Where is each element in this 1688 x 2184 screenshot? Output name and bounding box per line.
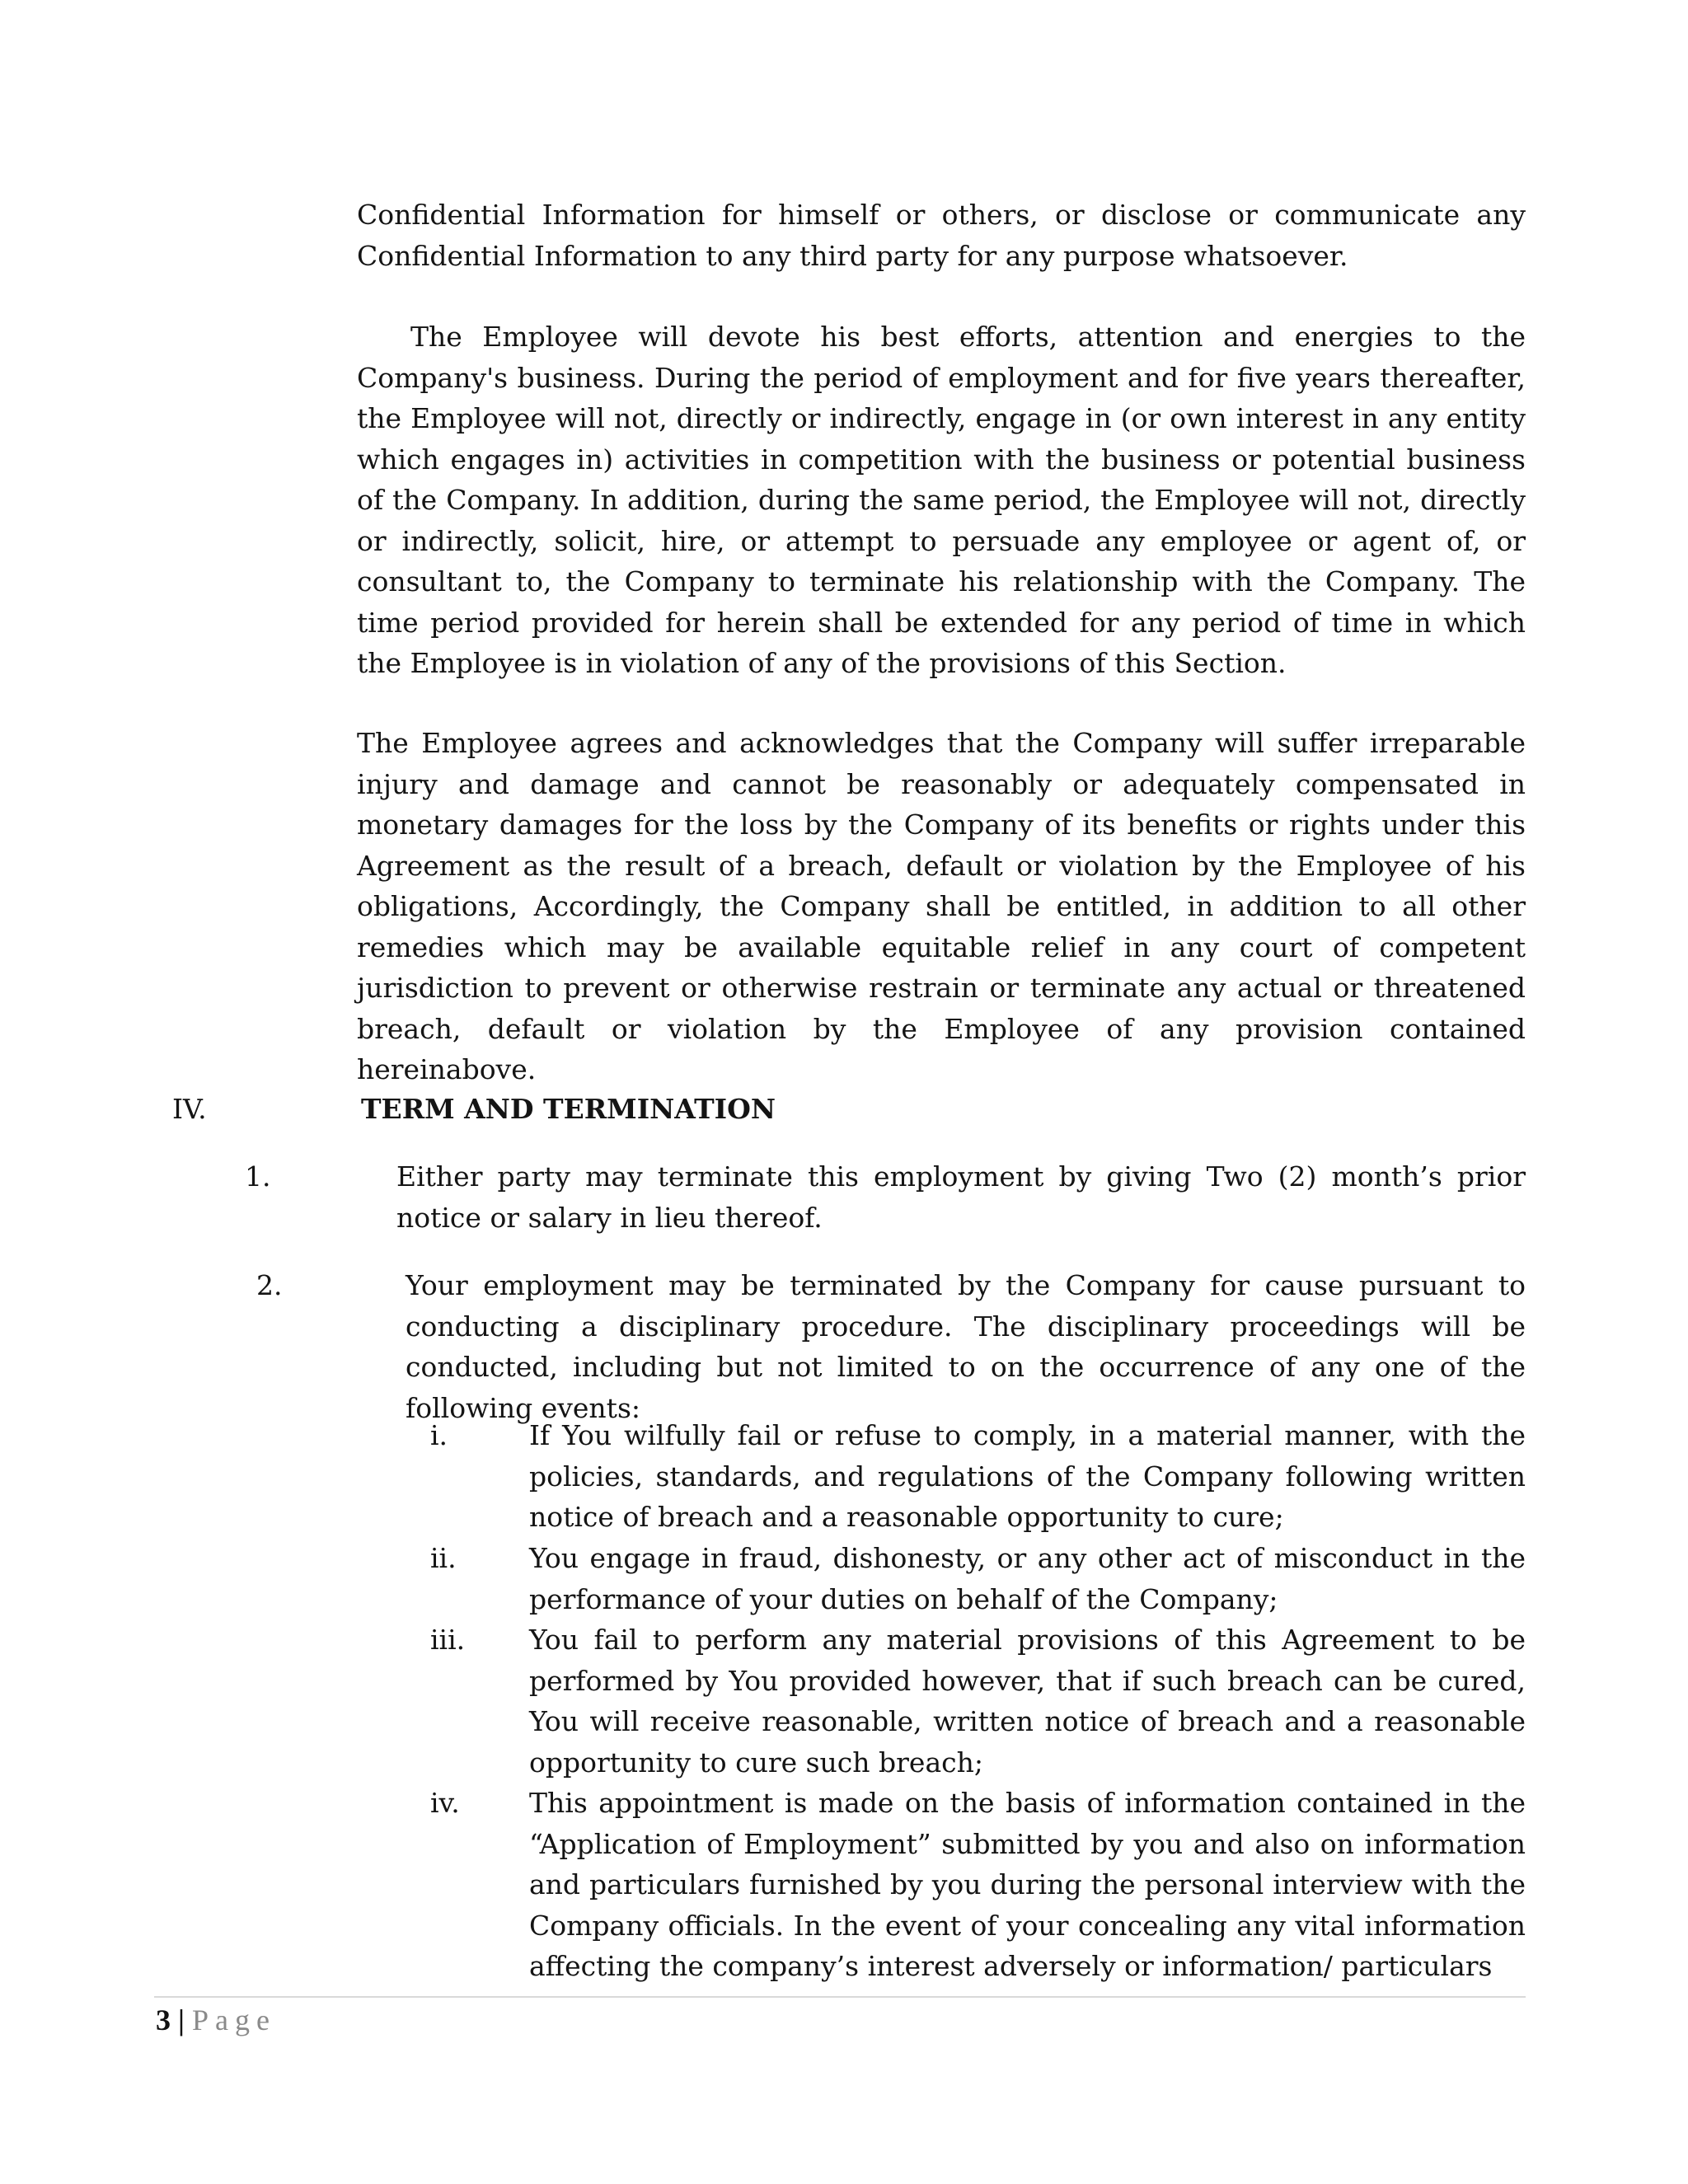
sub-item-text: If You wilfully fail or refuse to comply, in a material manner, with the policies, standards, and regulations of the Company following written notice of breach and a reasonable opportunity to cure;: [529, 1419, 1526, 1533]
paragraph-confidential-info: Confidential Information for himself or others, or disclose or communicate any Confidential Information to any third party for any purpose whatsoever.: [357, 199, 1526, 272]
sub-item-marker: i.: [430, 1419, 448, 1451]
sub-item-text: This appointment is made on the basis of information contained in the “Application of Employment” submitted by you and also on information and particulars furnished by you during the personal interview with the Company officials. In the event of your concealing any vital information affecting the company’s interest adversely or information/ particulars: [529, 1787, 1526, 1982]
list-item-marker: 1.: [245, 1160, 271, 1193]
sub-item-text: You engage in fraud, dishonesty, or any other act of misconduct in the performance of your duties on behalf of the Company;: [529, 1542, 1526, 1615]
footer-divider: [154, 1996, 1526, 1998]
sub-item-marker: ii.: [430, 1542, 457, 1574]
page-footer: [156, 1999, 276, 2041]
page-label: Page: [191, 2004, 276, 2036]
list-item-text: Your employment may be terminated by the Company for cause pursuant to conducting a disciplinary procedure. The disciplinary proceedings will be conducted, including but not limited to on the occurrence of any one of the following events:: [406, 1269, 1526, 1424]
section-heading: TERM AND TERMINATION: [361, 1093, 776, 1125]
page-number: 3: [156, 2004, 171, 2036]
paragraph-non-compete: The Employee will devote his best efforts, attention and energies to the Company's business. During the period of employment and for five years thereafter, the Employee will not, directly or indirectly, engage in (or own interest in any entity which engages in) activities in competition with the business or potential business of the Company. In addition, during the same period, the Employee will not, directly or indirectly, solicit, hire, or attempt to persuade any employee or agent of, or consultant to, the Company to terminate his relationship with the Company. The time period provided for herein shall be extended for any period of time in which the Employee is in violation of any of the provisions of this Section.: [357, 321, 1526, 679]
section-number: IV.: [172, 1093, 207, 1125]
list-item-text: Either party may terminate this employment by giving Two (2) month’s prior notice or salary in lieu thereof.: [396, 1160, 1526, 1234]
list-item-marker: 2.: [256, 1269, 283, 1301]
footer-separator: |: [178, 2004, 185, 2036]
sub-item-marker: iii.: [430, 1624, 466, 1656]
sub-item-text: You fail to perform any material provisions of this Agreement to be performed by You provided however, that if such breach can be cured, You will receive reasonable, written notice of breach and a reasonable opportunity to cure such breach;: [529, 1624, 1526, 1779]
sub-item-marker: iv.: [430, 1787, 460, 1819]
paragraph-irreparable-injury: The Employee agrees and acknowledges that the Company will suffer irreparable injury and damage and cannot be reasonably or adequately compensated in monetary damages for the loss by the Company of its benefits or rights under this Agreement as the result of a breach, default or violation by the Employee of his obligations, Accordingly, the Company shall be entitled, in addition to all other remedies which may be available equitable relief in any court of competent jurisdiction to prevent or otherwise restrain or terminate any actual or threatened breach, default or violation by the Employee of any provision contained hereinabove.: [357, 727, 1526, 1085]
